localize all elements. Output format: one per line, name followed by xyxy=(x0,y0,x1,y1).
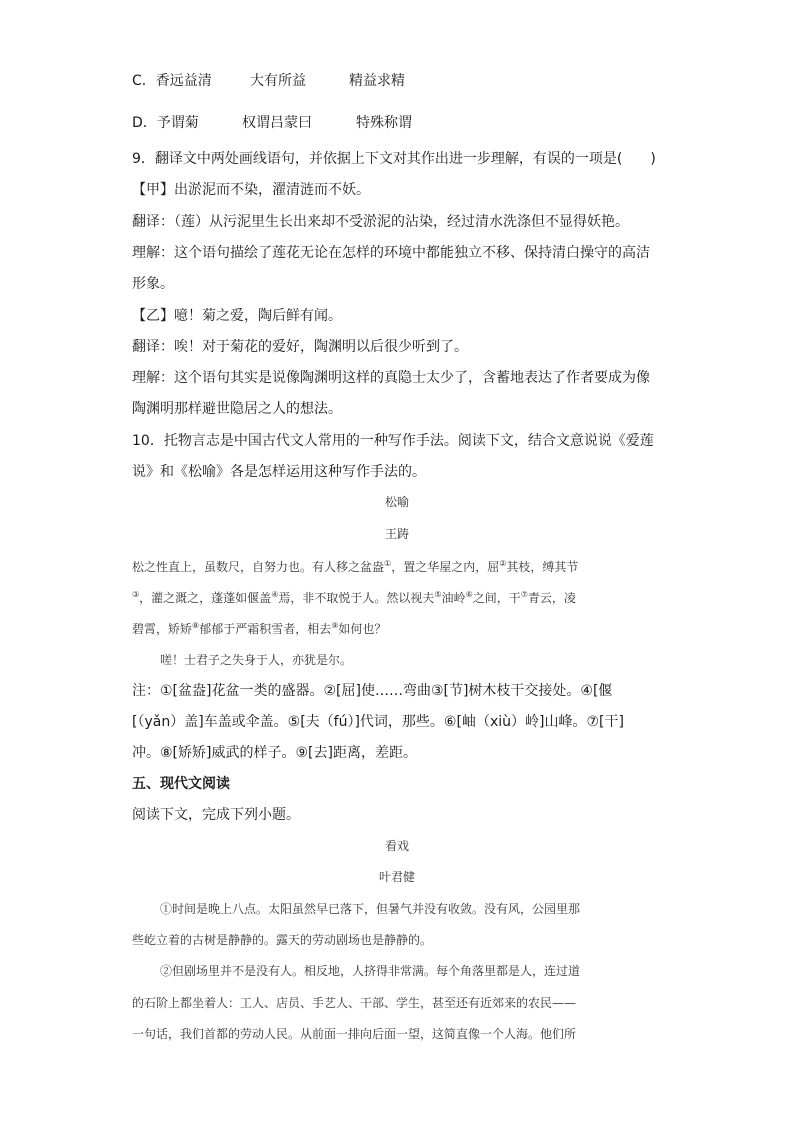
q10-stem-1: 10．托物言志是中国古代文人常用的一种写作手法。阅读下文，结合文意说说《爱莲 xyxy=(132,433,654,449)
kanxi-title: 看戏 xyxy=(384,839,409,853)
song-text: 油岭 xyxy=(441,591,466,605)
notes-line-1: 注：①[盆盎]花盆一类的盛器。②[屈]使……弯曲③[节]树木枝干交接处。④[偃 xyxy=(132,683,613,699)
q9-jia-understanding-2: 形象。 xyxy=(132,276,174,292)
q9-yi-translation: 翻译：唉！对于菊花的爱好，陶渊明以后很少听到了。 xyxy=(132,339,468,355)
option-c-label: C．香远益清 xyxy=(132,73,212,89)
kanxi-para1-line1: ①时间是晚上八点。太阳虽然早已落下，但暑气并没有收敛。没有风，公园里那 xyxy=(160,902,581,916)
kanxi-para2-line1: ②但剧场里并不是没有人。相反地，人挤得非常满。每个角落里都是人，连过道 xyxy=(160,964,581,978)
song-text: ，置之华屋之内，屈 xyxy=(391,560,500,574)
option-c-c: 精益求精 xyxy=(349,73,405,89)
note-marker: ③ xyxy=(132,590,140,599)
section5-instruction: 阅读下文，完成下列小题。 xyxy=(132,807,300,823)
song-text: 碧霄，矫矫 xyxy=(132,622,193,636)
song-text: 郁郁于严霜积雪者，相去 xyxy=(199,622,332,636)
q9-jia-translation: 翻译：（莲）从污泥里生长出来却不受淤泥的沾染，经过清水洗涤但不显得妖艳。 xyxy=(132,214,629,230)
notes-line-3: 冲。⑧[矫矫]威武的样子。⑨[去]距离，差距。 xyxy=(132,745,417,761)
option-c-b: 大有所益 xyxy=(250,73,306,89)
q9-stem: 9．翻译文中两处画线语句，并依据上下文对其作出进一步理解，有误的一项是( ) xyxy=(132,151,656,167)
q9-yi-understanding-2: 陶渊明那样避世隐居之人的想法。 xyxy=(132,401,342,417)
kanxi-author: 叶君健 xyxy=(378,870,415,884)
song-text: 青云，凌 xyxy=(527,591,576,605)
note-marker: ② xyxy=(499,559,507,568)
kanxi-para2-line2: 的石阶上都坐着人：工人、店员、手艺人、干部、学生，甚至还有近郊来的农民—— xyxy=(132,996,577,1010)
note-marker: ① xyxy=(384,559,392,568)
option-d-label: D．予谓菊 xyxy=(132,115,199,131)
song-text: 如何也？ xyxy=(338,622,387,636)
q9-jia-source: 【甲】出淤泥而不染，濯清涟而不妖。 xyxy=(132,182,370,198)
song-author: 王踌 xyxy=(384,527,409,541)
q9-yi-understanding-1: 理解：这个语句其实是说像陶渊明这样的真隐士太少了，含蓄地表达了作者要成为像 xyxy=(132,370,650,386)
option-c[interactable] xyxy=(132,71,662,91)
option-d-c: 特殊称谓 xyxy=(356,115,412,131)
song-text: 之间，干 xyxy=(472,591,521,605)
song-text: ，灌之溉之，蓬蓬如偃盖 xyxy=(139,591,272,605)
song-para1-line3 xyxy=(132,619,662,639)
note-marker: ⑤ xyxy=(434,590,442,599)
q10-stem-2: 说》和《松喻》各是怎样运用这种写作手法的。 xyxy=(132,464,426,480)
song-text: 其枝，缚其节 xyxy=(506,560,579,574)
note-marker: ④ xyxy=(271,590,279,599)
song-para1-line2 xyxy=(132,588,662,608)
section5-heading: 五、现代文阅读 xyxy=(132,776,230,792)
note-marker: ⑨ xyxy=(331,621,339,630)
song-title: 松喻 xyxy=(384,495,409,509)
song-para1-line1 xyxy=(132,557,662,577)
notes-line-2: [（yǎn）盖]车盖或伞盖。⑤[夫（fú）]代词，那些。⑥[岫（xiù）岭]山峰。⑦[干] xyxy=(132,714,624,730)
song-para2: 嗟！士君子之失身于人，亦犹是尔。 xyxy=(160,653,353,667)
q9-yi-source: 【乙】噫！菊之爱，陶后鲜有闻。 xyxy=(132,308,342,324)
note-marker: ⑧ xyxy=(192,621,200,630)
kanxi-para1-line2: 些屹立着的古树是静静的。露天的劳动剧场也是静静的。 xyxy=(132,933,433,947)
kanxi-para2-line3: 一句话，我们首都的劳动人民。从前面一排向后面一望，这简直像一个人海。他们所 xyxy=(132,1027,577,1041)
q9-jia-understanding-1: 理解：这个语句描绘了莲花无论在怎样的环境中都能独立不移、保持清白操守的高洁 xyxy=(132,245,650,261)
option-d[interactable] xyxy=(132,113,662,133)
note-marker: ⑥ xyxy=(465,590,473,599)
song-text: 焉，非不取悦于人。然以视夫 xyxy=(278,591,435,605)
option-d-b: 权谓吕蒙曰 xyxy=(242,115,312,131)
song-text: 松之性直上，虽数尺，自努力也。有人移之盆盎 xyxy=(132,560,385,574)
note-marker: ⑦ xyxy=(520,590,528,599)
